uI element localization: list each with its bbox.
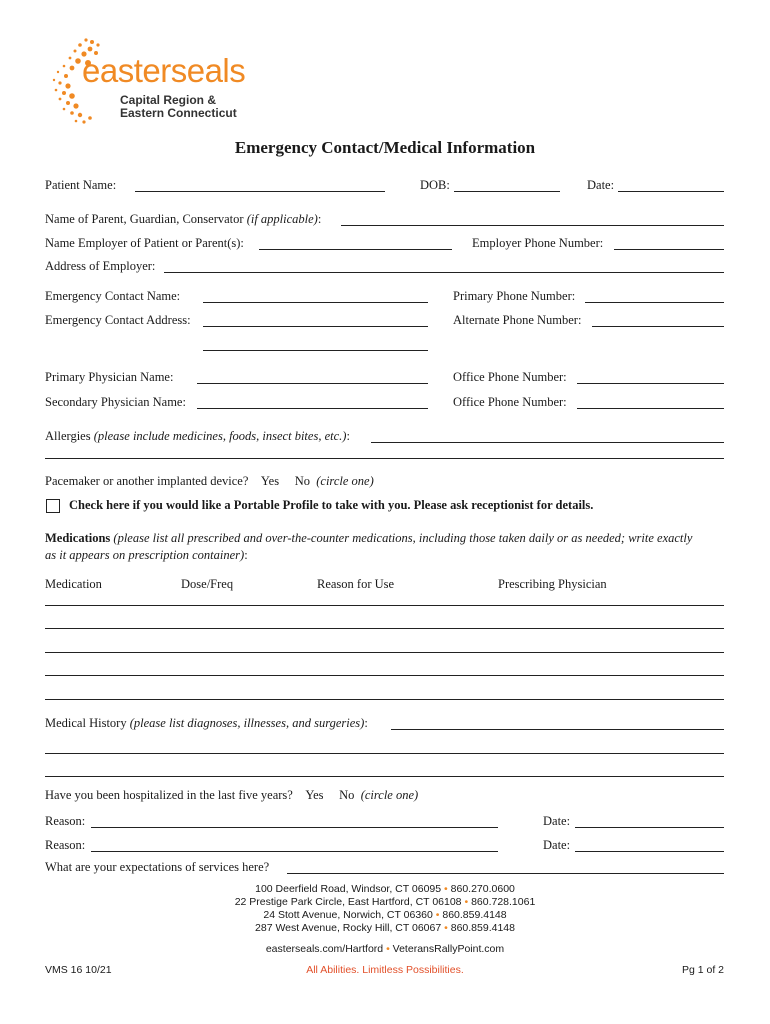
employer-phone-label: Employer Phone Number: (472, 236, 604, 250)
pacemaker-no-option[interactable]: No (294, 474, 310, 488)
address-3: 24 Stott Avenue, Norwich, CT 06360 (263, 909, 433, 921)
medical-history-label: Medical History (please list diagnoses, illnesses, and surgeries): (45, 716, 368, 730)
medical-history-field-2[interactable] (45, 739, 724, 754)
pacemaker-question (45, 474, 374, 489)
expectations-field[interactable] (287, 859, 724, 874)
reason-col-header: Reason for Use (317, 577, 395, 591)
medication-row-4[interactable] (45, 661, 724, 676)
employer-address-field[interactable] (164, 258, 724, 273)
reason-1-date-label: Date: (543, 814, 571, 828)
separator-dot: • (444, 922, 448, 934)
medication-col-header: Medication (45, 577, 102, 591)
address-4: 287 West Avenue, Rocky Hill, CT 06067 (255, 922, 442, 934)
address-2: 22 Prestige Park Circle, East Hartford, CT 06108 (234, 896, 462, 908)
hospitalized-question (45, 788, 418, 803)
alternate-phone-label: Alternate Phone Number: (453, 313, 582, 327)
reason-2-date-label: Date: (543, 838, 571, 852)
dose-freq-col-header: Dose/Freq (181, 577, 234, 591)
phone-4: 860.859.4148 (450, 922, 515, 934)
portable-profile-label: Check here if you would like a Portable Profile to take with you. Please ask receptionist for details. (69, 498, 594, 512)
page-number: Pg 1 of 2 (681, 964, 724, 976)
medication-row-2[interactable] (45, 614, 724, 629)
separator-dot: • (444, 883, 448, 895)
brand-region-line1: Capital Region & (120, 93, 217, 107)
allergies-label: Allergies (please include medicines, foods, insect bites, etc.): (45, 429, 350, 443)
office-phone-1-label: Office Phone Number: (453, 370, 567, 384)
date-field[interactable] (618, 177, 724, 192)
reason-2-field[interactable] (91, 837, 498, 852)
office-phone-2-label: Office Phone Number: (453, 395, 567, 409)
parent-guardian-label: Name of Parent, Guardian, Conservator (if applicable): (45, 212, 322, 226)
website-link-veterans[interactable]: VeteransRallyPoint.com (392, 943, 505, 955)
employer-address-label: Address of Employer: (45, 259, 156, 273)
medical-history-field[interactable] (391, 715, 724, 730)
brand-name: easterseals (82, 52, 246, 89)
medication-row-1[interactable] (45, 591, 724, 606)
medications-title: Medications (45, 531, 111, 545)
allergies-note: (please include medicines, foods, insect bites, etc.) (93, 429, 347, 443)
logo (50, 36, 270, 126)
brand-region-line2: Eastern Connecticut (120, 106, 237, 120)
medications-note: (please list all prescribed and over-the-counter medications, including those taken daily or as needed; write exactly as it appears on prescription container) (45, 531, 693, 562)
medical-history-field-3[interactable] (45, 762, 724, 777)
pacemaker-yes-option[interactable]: Yes (260, 474, 280, 488)
circle-one-note: (circle one) (316, 474, 374, 488)
separator-dot: • (386, 943, 390, 955)
dob-field[interactable] (454, 177, 560, 192)
medication-row-5[interactable] (45, 685, 724, 700)
patient-name-label: Patient Name: (45, 178, 117, 192)
medical-history-note: (please list diagnoses, illnesses, and surgeries) (129, 716, 365, 730)
date-label: Date: (587, 178, 615, 192)
phone-1: 860.270.0600 (450, 883, 515, 895)
allergies-text: Allergies (45, 429, 91, 443)
parent-guardian-field[interactable] (341, 211, 724, 226)
phone-3: 860.859.4148 (442, 909, 507, 921)
employer-name-label: Name Employer of Patient or Parent(s): (45, 236, 244, 250)
secondary-physician-field[interactable] (197, 394, 428, 409)
primary-phone-field[interactable] (585, 288, 724, 303)
primary-phone-label: Primary Phone Number: (453, 289, 576, 303)
reason-1-label: Reason: (45, 814, 86, 828)
hospitalized-no-option[interactable]: No (339, 788, 355, 802)
separator-dot: • (435, 909, 440, 921)
secondary-physician-label: Secondary Physician Name: (45, 395, 186, 409)
website-link-hartford[interactable]: easterseals.com/Hartford (265, 943, 384, 955)
employer-phone-field[interactable] (614, 235, 724, 250)
office-phone-2-field[interactable] (577, 394, 724, 409)
medical-history-text: Medical History (45, 716, 127, 730)
hospitalized-yes-option[interactable]: Yes (305, 788, 324, 802)
dob-label: DOB: (420, 178, 450, 192)
emergency-contact-name-label: Emergency Contact Name: (45, 289, 181, 303)
circle-one-note-2: (circle one) (360, 788, 419, 802)
reason-1-date-field[interactable] (575, 813, 724, 828)
allergies-field-2[interactable] (45, 444, 724, 459)
separator-dot: • (464, 896, 469, 908)
hospitalized-text: Have you been hospitalized in the last five years? (45, 788, 293, 802)
portable-profile-checkbox[interactable] (46, 499, 60, 513)
footer-websites (0, 943, 770, 956)
footer-address-3 (0, 909, 770, 922)
reason-2-date-field[interactable] (575, 837, 724, 852)
office-phone-1-field[interactable] (577, 369, 724, 384)
emergency-contact-address-field[interactable] (203, 312, 428, 327)
expectations-label: What are your expectations of services here? (45, 860, 270, 874)
employer-name-field[interactable] (259, 235, 452, 250)
tagline: All Abilities. Limitless Possibilities. (306, 964, 464, 976)
emergency-contact-address-field-2[interactable] (203, 336, 428, 351)
page-title: Emergency Contact/Medical Information (234, 138, 536, 157)
reason-2-label: Reason: (45, 838, 86, 852)
form-code: VMS 16 10/21 (45, 964, 112, 976)
phone-2: 860.728.1061 (471, 896, 536, 908)
address-1: 100 Deerfield Road, Windsor, CT 06095 (255, 883, 442, 895)
if-applicable-note: (if applicable) (246, 212, 318, 226)
parent-guardian-text: Name of Parent, Guardian, Conservator (45, 212, 244, 226)
footer-address-1 (0, 883, 770, 896)
pacemaker-text: Pacemaker or another implanted device? (45, 474, 249, 488)
reason-1-field[interactable] (91, 813, 498, 828)
prescribing-physician-col-header: Prescribing Physician (498, 577, 607, 591)
footer-address-4 (0, 922, 770, 935)
primary-physician-field[interactable] (197, 369, 428, 384)
footer-address-2 (0, 896, 770, 909)
medications-heading: Medications (please list all prescribed and over-the-counter medications, including those taken daily or as needed; write exactly as it appears on prescription container): (45, 531, 693, 562)
emergency-contact-address-label: Emergency Contact Address: (45, 313, 191, 327)
medication-row-3[interactable] (45, 638, 724, 653)
allergies-field[interactable] (371, 428, 724, 443)
primary-physician-label: Primary Physician Name: (45, 370, 174, 384)
patient-name-field[interactable] (135, 177, 385, 192)
emergency-contact-name-field[interactable] (203, 288, 428, 303)
alternate-phone-field[interactable] (592, 312, 724, 327)
